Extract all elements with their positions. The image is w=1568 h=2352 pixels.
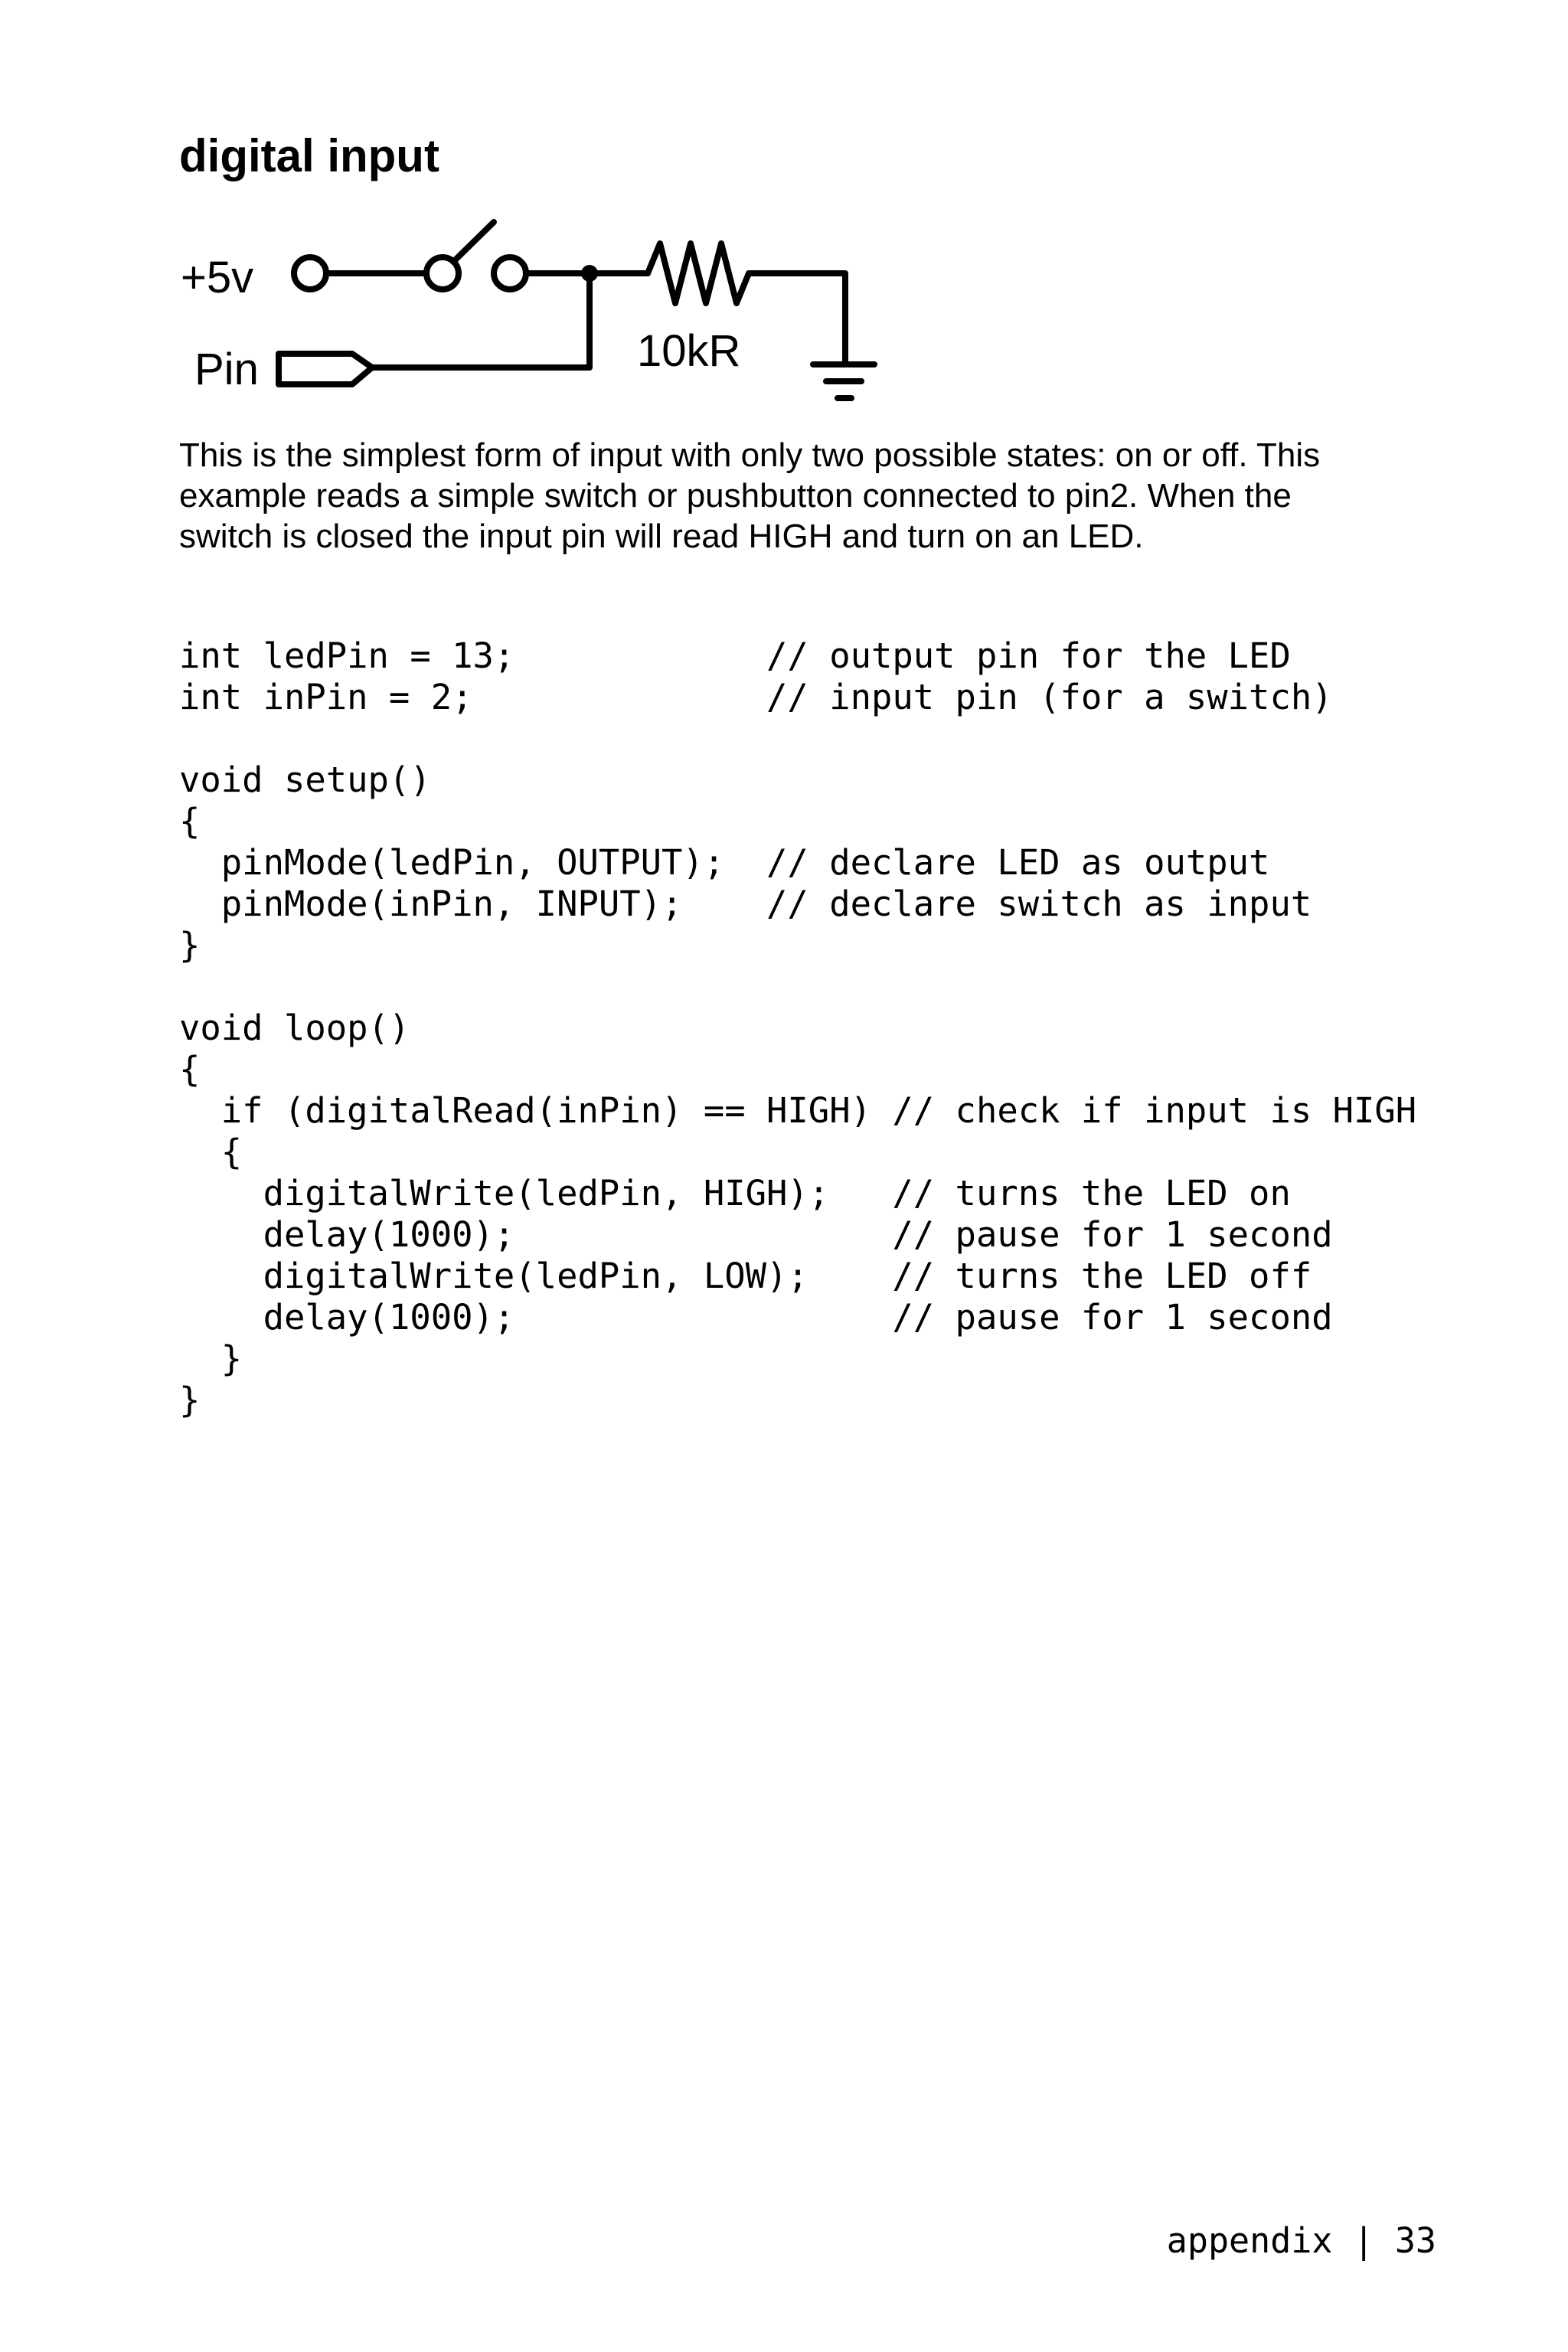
pin-tap-wire	[372, 273, 590, 368]
code-line: digitalWrite(ledPin, LOW); // turns the LED off	[179, 1256, 1312, 1296]
code-line: {	[179, 1132, 243, 1172]
footer-section-label: appendix	[1166, 2220, 1333, 2261]
code-line: void loop()	[179, 1008, 410, 1048]
description-line: This is the simplest form of input with only two possible states: on or off. This	[179, 436, 1321, 474]
switch-contact-right-icon	[494, 257, 526, 289]
code-line: delay(1000); // pause for 1 second	[179, 1297, 1333, 1338]
code-line: }	[179, 1338, 243, 1379]
code-listing	[179, 635, 1416, 1421]
page-number: 33	[1394, 2220, 1436, 2261]
page-footer	[1167, 2220, 1436, 2262]
switch-lever-icon	[453, 222, 494, 262]
description-paragraph	[179, 435, 1435, 557]
code-line: if (digitalRead(inPin) == HIGH) // check if input is HIGH	[179, 1090, 1417, 1131]
supply-terminal-icon	[294, 257, 326, 289]
page-title: digital input	[179, 130, 439, 181]
description-line: switch is closed the input pin will read HIGH and turn on an LED.	[179, 518, 1144, 555]
code-line: int ledPin = 13; // output pin for the LED	[179, 635, 1291, 676]
ground-wire	[749, 273, 845, 363]
code-line	[179, 718, 1416, 760]
footer-separator: |	[1353, 2220, 1374, 2261]
pin-connector-icon	[279, 354, 372, 384]
circuit-schematic	[0, 0, 919, 429]
code-line: pinMode(inPin, INPUT); // declare switch as input	[179, 884, 1312, 924]
description-line: example reads a simple switch or pushbutton connected to pin2. When the	[179, 477, 1292, 514]
resistor-icon	[648, 243, 749, 303]
resistor-value-label: 10kR	[637, 326, 741, 376]
code-line: void setup()	[179, 760, 431, 800]
code-line: digitalWrite(ledPin, HIGH); // turns the LED on	[179, 1173, 1291, 1214]
code-line: {	[179, 1049, 201, 1089]
code-line: }	[179, 1380, 201, 1420]
code-line: {	[179, 801, 201, 841]
code-line: }	[179, 925, 201, 965]
code-line: int inPin = 2; // input pin (for a switch)	[179, 677, 1333, 717]
pin-label: Pin	[194, 345, 259, 394]
supply-voltage-label: +5v	[181, 253, 254, 302]
code-line: delay(1000); // pause for 1 second	[179, 1214, 1333, 1255]
code-line	[179, 966, 1416, 1008]
junction-dot-icon	[581, 265, 598, 282]
code-line: pinMode(ledPin, OUTPUT); // declare LED as output	[179, 842, 1270, 883]
